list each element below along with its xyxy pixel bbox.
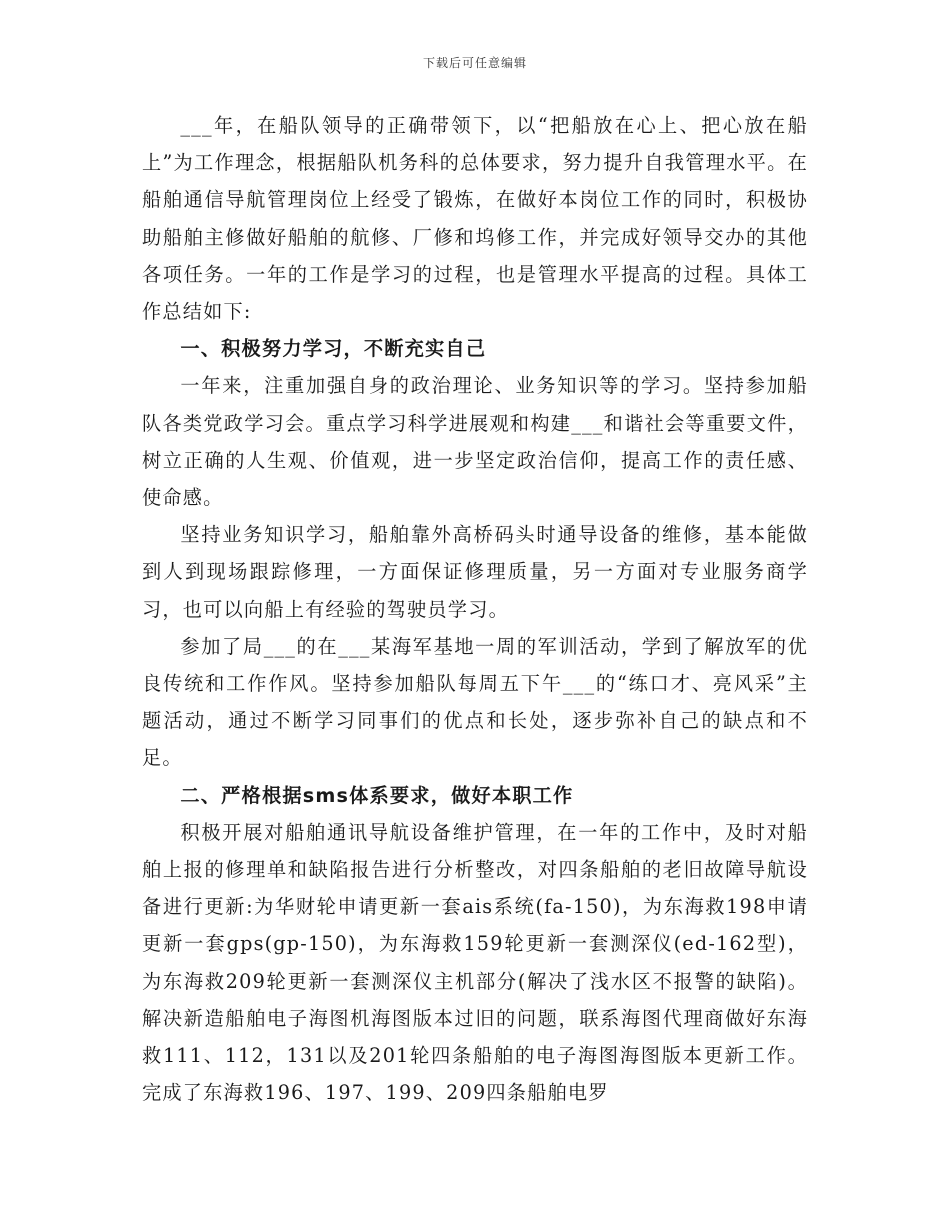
paragraph-professional-study: 坚持业务知识学习，船舶靠外高桥码头时通导设备的维修，基本能做到人到现场跟踪修理，一方面保证修理质量，另一方面对专业服务商学习，也可以向船上有经验的驾驶员学习。 bbox=[142, 523, 808, 621]
section-heading-2: 二、严格根据sms体系要求，做好本职工作 bbox=[180, 783, 574, 807]
paragraph-equipment-maintenance: 积极开展对船舶通讯导航设备维护管理，在一年的工作中，及时对船舶上报的修理单和缺陷报告进行分析整改，对四条船舶的老旧故障导航设备进行更新:为华财轮申请更新一套ais系统(fa-150)，为东海救198申请更新一套gps(gp-150)，为东海救159轮更新一套测深仪(ed-162型)，为东海救209轮更新一套测深仪主机部分(解决了浅水区不报警的缺陷)。解决新造船舶电子海图机海图版本过旧的问题，联系海图代理商做好东海救111、112，131以及201轮四条船舶的电子海图海图版本更新工作。完成了东海救196、197、199、209四条船舶电罗 bbox=[142, 820, 808, 1105]
header-note: 下载后可任意编辑 bbox=[422, 56, 527, 70]
document-body bbox=[142, 107, 808, 1111]
paragraph-military-training: 参加了局___的在___某海军基地一周的军训活动，学到了解放军的优良传统和工作作风。坚持参加船队每周五下午___的“练口才、亮风采”主题活动，通过不断学习同事们的优点和长处，逐步弥补自己的缺点和不足。 bbox=[142, 634, 808, 770]
intro-paragraph: ___年，在船队领导的正确带领下，以“把船放在心上、把心放在船上”为工作理念，根据船队机务科的总体要求，努力提升自我管理水平。在船舶通信导航管理岗位上经受了锻炼，在做好本岗位工作的同时，积极协助船舶主修做好船舶的航修、厂修和坞修工作，并完成好领导交办的其他各项任务。一年的工作是学习的过程，也是管理水平提高的过程。具体工作总结如下: bbox=[142, 114, 808, 324]
section-heading-1: 一、积极努力学习，不断充实自己 bbox=[180, 337, 487, 361]
paragraph-political-study: 一年来，注重加强自身的政治理论、业务知识等的学习。坚持参加船队各类党政学习会。重点学习科学进展观和构建___和谐社会等重要文件，树立正确的人生观、价值观，进一步坚定政治信仰，提高工作的责任感、使命感。 bbox=[142, 374, 808, 510]
